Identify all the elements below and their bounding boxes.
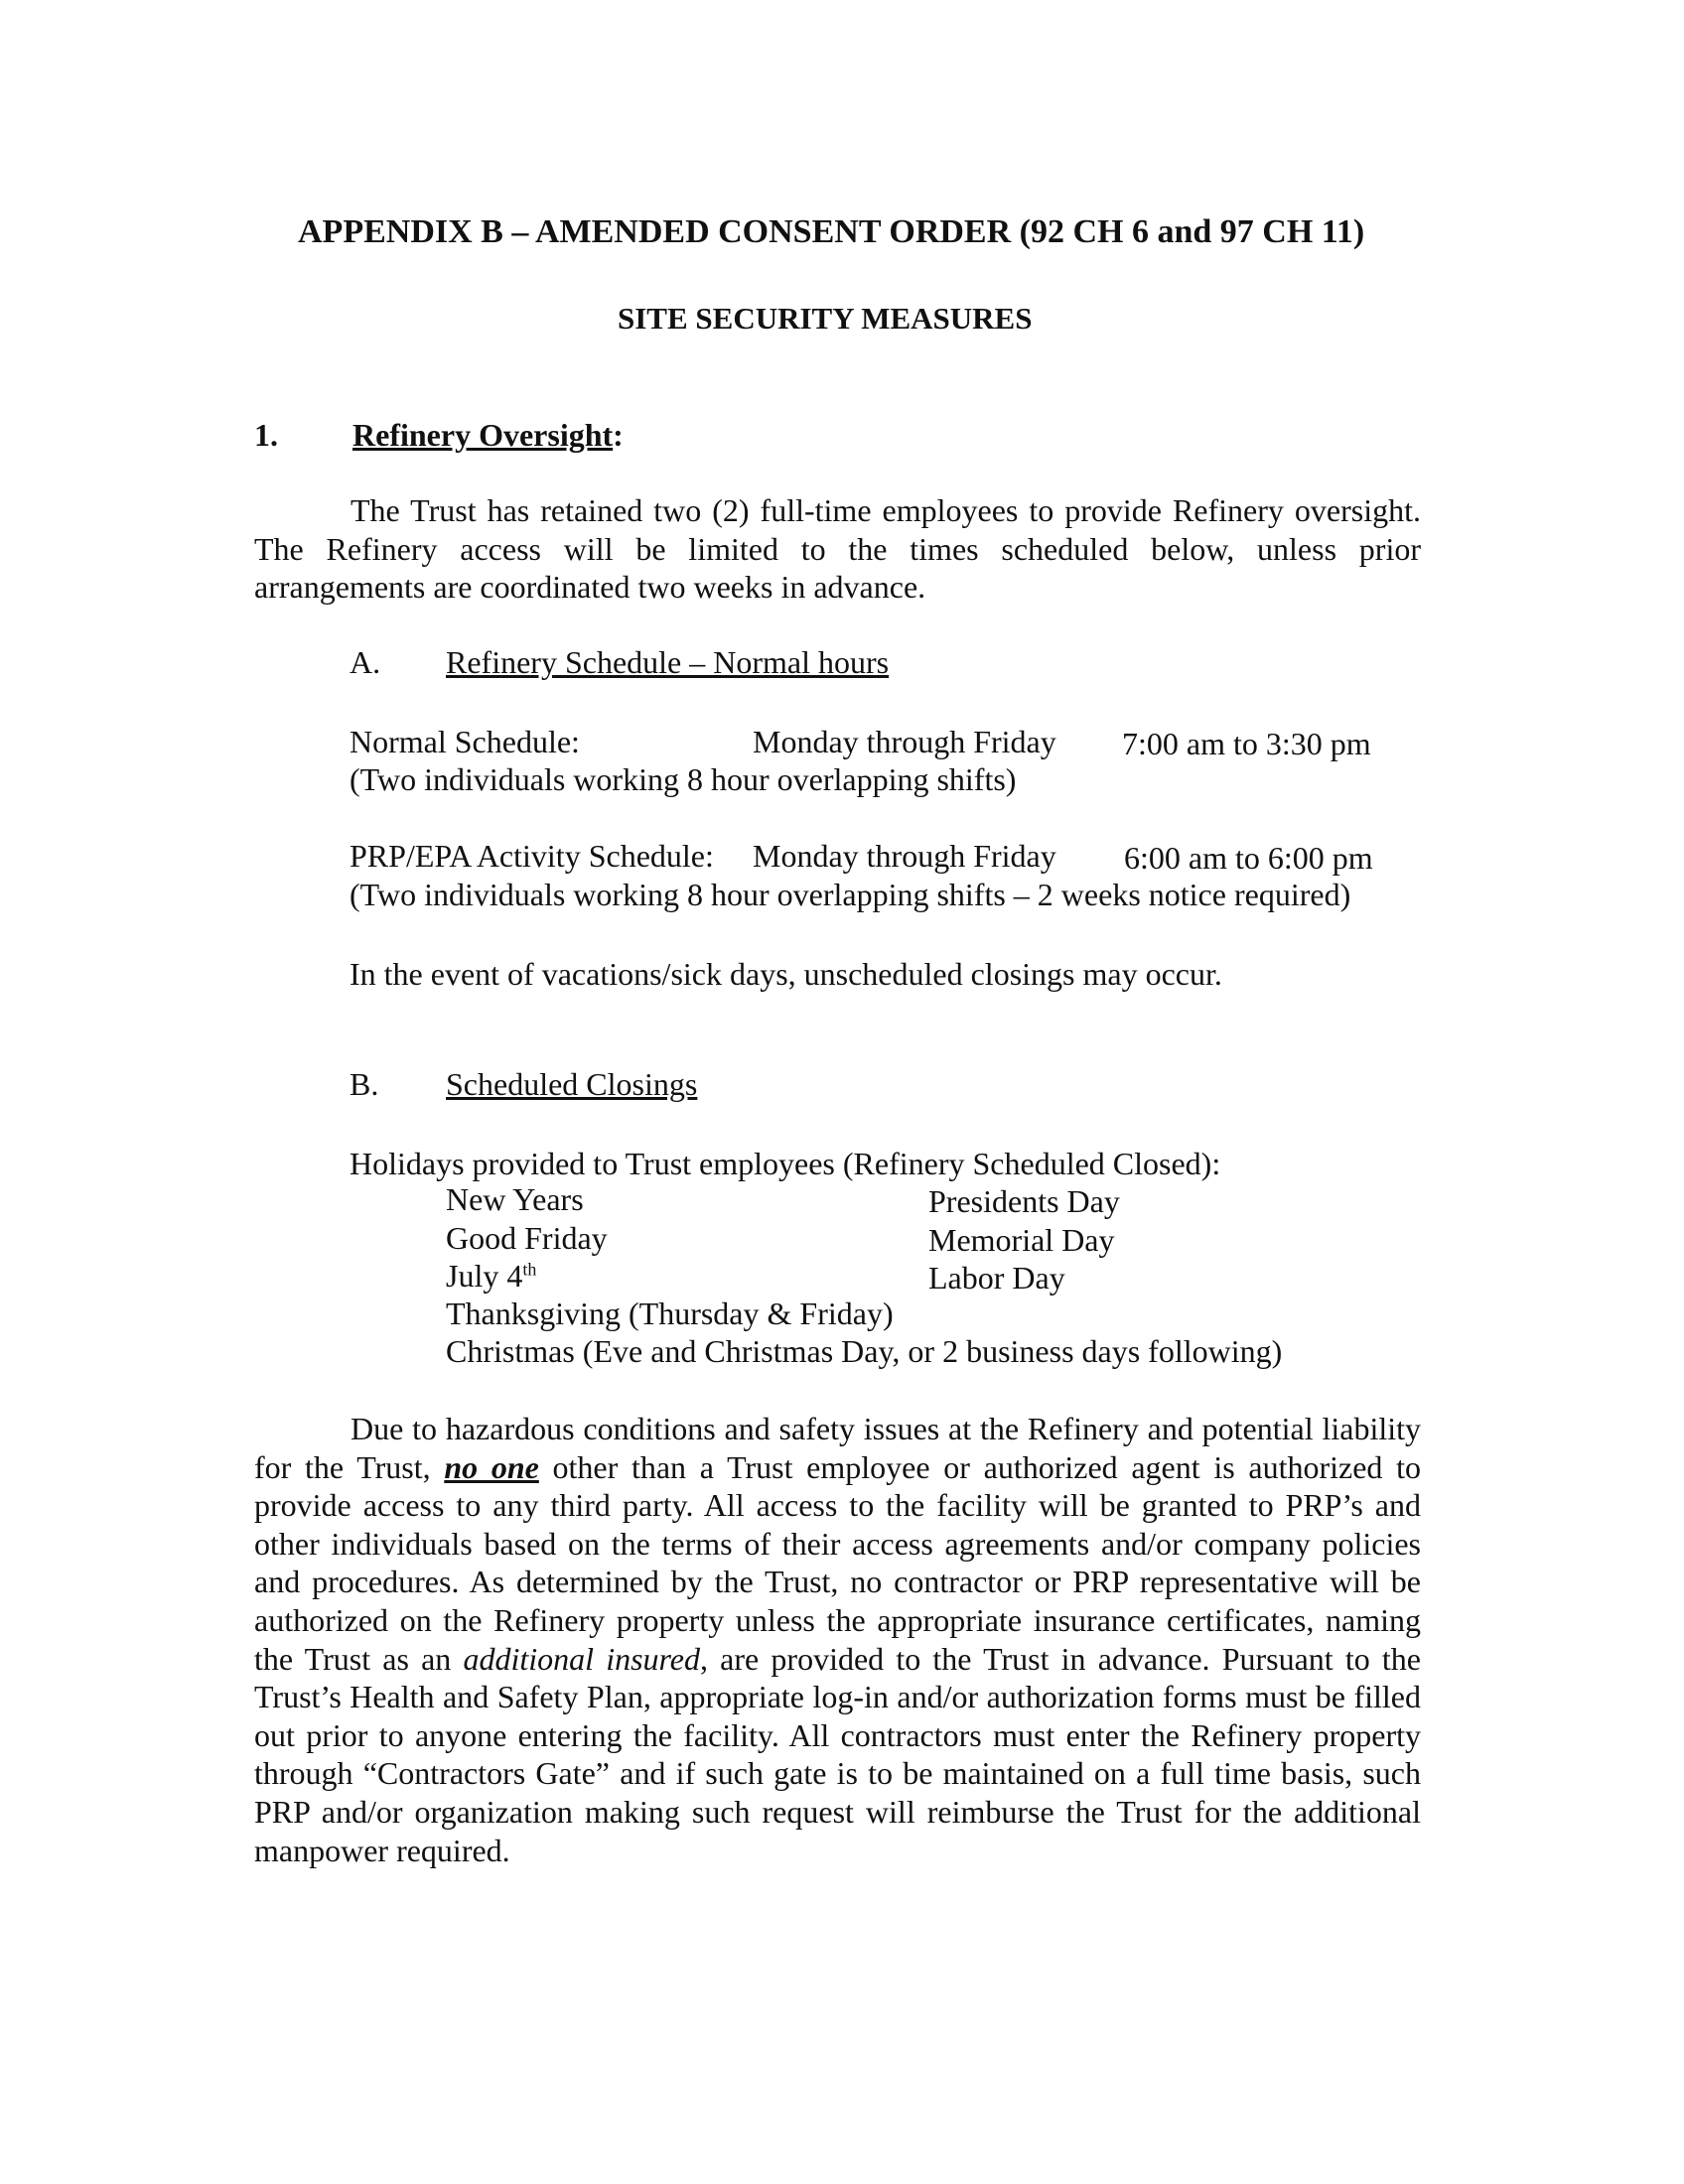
prp-schedule-days: Monday through Friday — [753, 838, 1056, 874]
closing-text-part-2: other than a Trust employee or authorized agent is authorized to provide access to any third party. All access to the facility will be granted to PRP’s and other individuals based on the terms of their access agreements and/or company policies and procedures. As determined by the Trust, no contractor or PRP representative will be authorized on the Refinery property unless the appropriate insurance certificates, naming the Trust as an — [254, 1448, 1422, 1677]
normal-schedule-hours: 7:00 am to 3:30 pm — [1122, 726, 1371, 761]
subsection-b-heading: Scheduled Closings — [446, 1066, 698, 1102]
closing-text-part-3: , are provided to the Trust in advance. Pursuant to the Trust’s Health and Safety Plan, appropriate log-in and/or authorization forms must be filled out prior to anyone entering the facility. All contractors must enter the Refinery property through “Contractors Gate” and if such gate is to be maintained on a full time basis, such PRP and/or organization making such request will reimburse the Trust for the additional manpower required. — [254, 1640, 1422, 1868]
subsection-b-letter: B. — [350, 1066, 379, 1102]
normal-schedule-days: Monday through Friday — [753, 724, 1056, 759]
section-1-heading-colon: : — [613, 417, 624, 453]
holiday-july-4-ordinal: th — [522, 1259, 537, 1280]
document-subtitle: SITE SECURITY MEASURES — [618, 301, 1033, 336]
normal-schedule-label: Normal Schedule: — [350, 724, 580, 759]
holiday-thanksgiving: Thanksgiving (Thursday & Friday) — [446, 1296, 894, 1331]
vacation-note: In the event of vacations/sick days, unscheduled closings may occur. — [350, 956, 1222, 992]
prp-schedule-note: (Two individuals working 8 hour overlapping shifts – 2 weeks notice required) — [350, 877, 1351, 912]
section-1-heading — [352, 417, 624, 454]
section-1-heading-text: Refinery Oversight — [352, 417, 614, 453]
holiday-memorial-day: Memorial Day — [928, 1222, 1115, 1258]
holiday-presidents-day: Presidents Day — [928, 1183, 1120, 1219]
closing-no-one-emphasis: no one — [444, 1448, 539, 1485]
subsection-a-heading: Refinery Schedule – Normal hours — [446, 644, 890, 680]
closing-additional-insured: additional insured — [463, 1640, 701, 1677]
holiday-labor-day: Labor Day — [928, 1260, 1065, 1296]
holiday-new-years: New Years — [446, 1181, 584, 1217]
holiday-july-4-text: July 4 — [446, 1258, 523, 1294]
closing-text-part-1: Due to hazardous conditions and safety issues at the Refinery and potential liability for the Trust, — [254, 1411, 1421, 1485]
section-1-intro: The Trust has retained two (2) full-time employees to provide Refinery oversight. The Refinery access will be limited to the times scheduled below, unless prior arrangements are coordinated two weeks in advance. — [254, 492, 1421, 606]
prp-schedule-hours: 6:00 am to 6:00 pm — [1124, 840, 1373, 876]
holiday-christmas: Christmas (Eve and Christmas Day, or 2 business days following) — [446, 1333, 1283, 1369]
holidays-intro: Holidays provided to Trust employees (Refinery Scheduled Closed): — [350, 1146, 1221, 1181]
section-1-number: 1. — [254, 417, 278, 453]
holiday-good-friday: Good Friday — [446, 1220, 608, 1256]
subsection-a-letter: A. — [350, 644, 381, 680]
holiday-july-4 — [446, 1257, 536, 1295]
document-title: APPENDIX B – AMENDED CONSENT ORDER (92 CH 6 and 97 CH 11) — [298, 213, 1365, 250]
normal-schedule-note: (Two individuals working 8 hour overlapping shifts) — [350, 761, 1017, 797]
closing-paragraph — [254, 1410, 1421, 1869]
prp-schedule-label: PRP/EPA Activity Schedule: — [350, 838, 714, 874]
